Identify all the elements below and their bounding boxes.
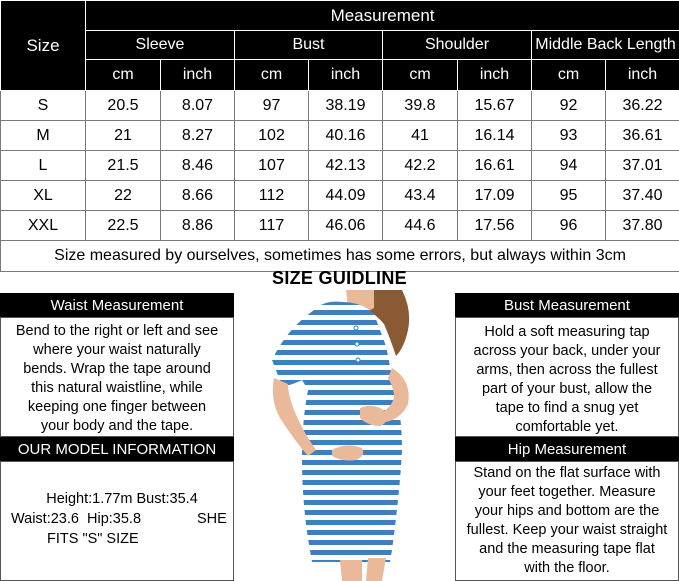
button-dot <box>355 342 359 346</box>
value-cell: 21 <box>86 121 161 151</box>
unit-header: cm <box>532 60 606 91</box>
table-row <box>1 121 679 151</box>
size-cell: S <box>1 91 86 121</box>
bust-text-line: Hold a soft measuring tap <box>484 324 650 340</box>
group-bust: Bust <box>235 31 383 60</box>
size-cell: L <box>1 151 86 181</box>
value-cell: 36.22 <box>606 91 679 121</box>
measurement-table <box>0 0 679 272</box>
group-shoulder: Shoulder <box>383 31 532 60</box>
waist-text-line: where your waist naturally <box>33 342 201 358</box>
value-cell: 41 <box>383 121 458 151</box>
table-row <box>1 211 679 241</box>
value-cell: 16.14 <box>458 121 532 151</box>
hip-text-line: fullest. Keep your waist straight <box>466 522 668 538</box>
waist-text-line: bends. Wrap the tape around <box>23 361 211 377</box>
hip-text-line: your hips and bottom are the <box>474 503 660 519</box>
button-dot <box>356 358 360 362</box>
value-cell: 95 <box>532 181 606 211</box>
model-line-she: SHE <box>197 511 227 527</box>
button-dot <box>354 326 358 330</box>
waist-measurement-box <box>0 317 234 437</box>
value-cell: 44.6 <box>383 211 458 241</box>
value-cell: 8.66 <box>161 181 235 211</box>
value-cell: 22.5 <box>86 211 161 241</box>
leg-shape <box>366 558 386 581</box>
waist-text-line: your body and the tape. <box>40 418 194 434</box>
value-cell: 112 <box>235 181 309 211</box>
value-cell: 17.09 <box>458 181 532 211</box>
leg-shape <box>340 560 362 581</box>
model-information-header: OUR MODEL INFORMATION <box>0 437 234 461</box>
value-cell: 44.09 <box>309 181 383 211</box>
size-cell: XL <box>1 181 86 211</box>
bust-text-line: tape to find a snug yet <box>495 400 639 416</box>
model-information-box <box>0 461 234 581</box>
hip-text-line: with the floor. <box>524 560 610 576</box>
group-sleeve: Sleeve <box>86 31 235 60</box>
bust-text-line: across your back, under your <box>473 343 661 359</box>
hip-measurement-box <box>455 461 679 581</box>
model-line-height-bust: Height:1.77m Bust:35.4 <box>46 491 198 507</box>
unit-header: cm <box>383 60 458 91</box>
value-cell: 38.19 <box>309 91 383 121</box>
value-cell: 94 <box>532 151 606 181</box>
value-cell: 117 <box>235 211 309 241</box>
hip-measurement-header: Hip Measurement <box>455 437 679 461</box>
value-cell: 107 <box>235 151 309 181</box>
value-cell: 36.61 <box>606 121 679 151</box>
value-cell: 15.67 <box>458 91 532 121</box>
unit-header: inch <box>161 60 235 91</box>
size-cell: M <box>1 121 86 151</box>
waist-text-line: this natural waistline, while <box>31 380 203 396</box>
bust-text-line: comfortable yet. <box>515 419 619 435</box>
unit-header: cm <box>86 60 161 91</box>
value-cell: 93 <box>532 121 606 151</box>
value-cell: 97 <box>235 91 309 121</box>
model-line-fits: FITS "S" SIZE <box>47 531 139 547</box>
bust-measurement-box <box>455 317 679 437</box>
waist-text-line: keeping one finger between <box>27 399 207 415</box>
table-row <box>1 151 679 181</box>
value-cell: 8.46 <box>161 151 235 181</box>
value-cell: 37.40 <box>606 181 679 211</box>
size-cell: XXL <box>1 211 86 241</box>
value-cell: 8.07 <box>161 91 235 121</box>
hip-text-line: and the measuring tape flat <box>479 541 655 557</box>
value-cell: 16.61 <box>458 151 532 181</box>
group-middle-back-length: Middle Back Length <box>532 31 679 60</box>
waist-measurement-header: Waist Measurement <box>0 293 234 317</box>
value-cell: 39.8 <box>383 91 458 121</box>
unit-header: inch <box>606 60 679 91</box>
model-line-waist-hip: Waist:23.6 Hip:35.8 <box>11 511 142 527</box>
value-cell: 43.4 <box>383 181 458 211</box>
value-cell: 8.27 <box>161 121 235 151</box>
hip-text-line: Stand on the flat surface with <box>473 465 661 481</box>
bust-text-line: part of your bust, allow the <box>481 381 653 397</box>
value-cell: 37.01 <box>606 151 679 181</box>
size-guideline-title: SIZE GUIDLINE <box>272 268 407 288</box>
value-cell: 46.06 <box>309 211 383 241</box>
table-row <box>1 181 679 211</box>
unit-header: inch <box>309 60 383 91</box>
value-cell: 42.13 <box>309 151 383 181</box>
unit-header: cm <box>235 60 309 91</box>
value-cell: 17.56 <box>458 211 532 241</box>
value-cell: 102 <box>235 121 309 151</box>
value-cell: 92 <box>532 91 606 121</box>
model-photo <box>262 290 422 581</box>
bust-measurement-header: Bust Measurement <box>455 293 679 317</box>
value-cell: 96 <box>532 211 606 241</box>
value-cell: 20.5 <box>86 91 161 121</box>
waist-text-line: Bend to the right or left and see <box>15 323 219 339</box>
table-row <box>1 91 679 121</box>
bust-text-line: arms, then across the fullest <box>476 362 658 378</box>
value-cell: 40.16 <box>309 121 383 151</box>
table-note: Size measured by ourselves, sometimes has some errors, but always within 3cm <box>1 241 679 272</box>
value-cell: 42.2 <box>383 151 458 181</box>
value-cell: 22 <box>86 181 161 211</box>
size-header: Size <box>1 1 86 91</box>
unit-header: inch <box>458 60 532 91</box>
value-cell: 37.80 <box>606 211 679 241</box>
measurement-header: Measurement <box>86 1 679 31</box>
hip-text-line: your feet together. Measure <box>478 484 656 500</box>
value-cell: 21.5 <box>86 151 161 181</box>
value-cell: 8.86 <box>161 211 235 241</box>
